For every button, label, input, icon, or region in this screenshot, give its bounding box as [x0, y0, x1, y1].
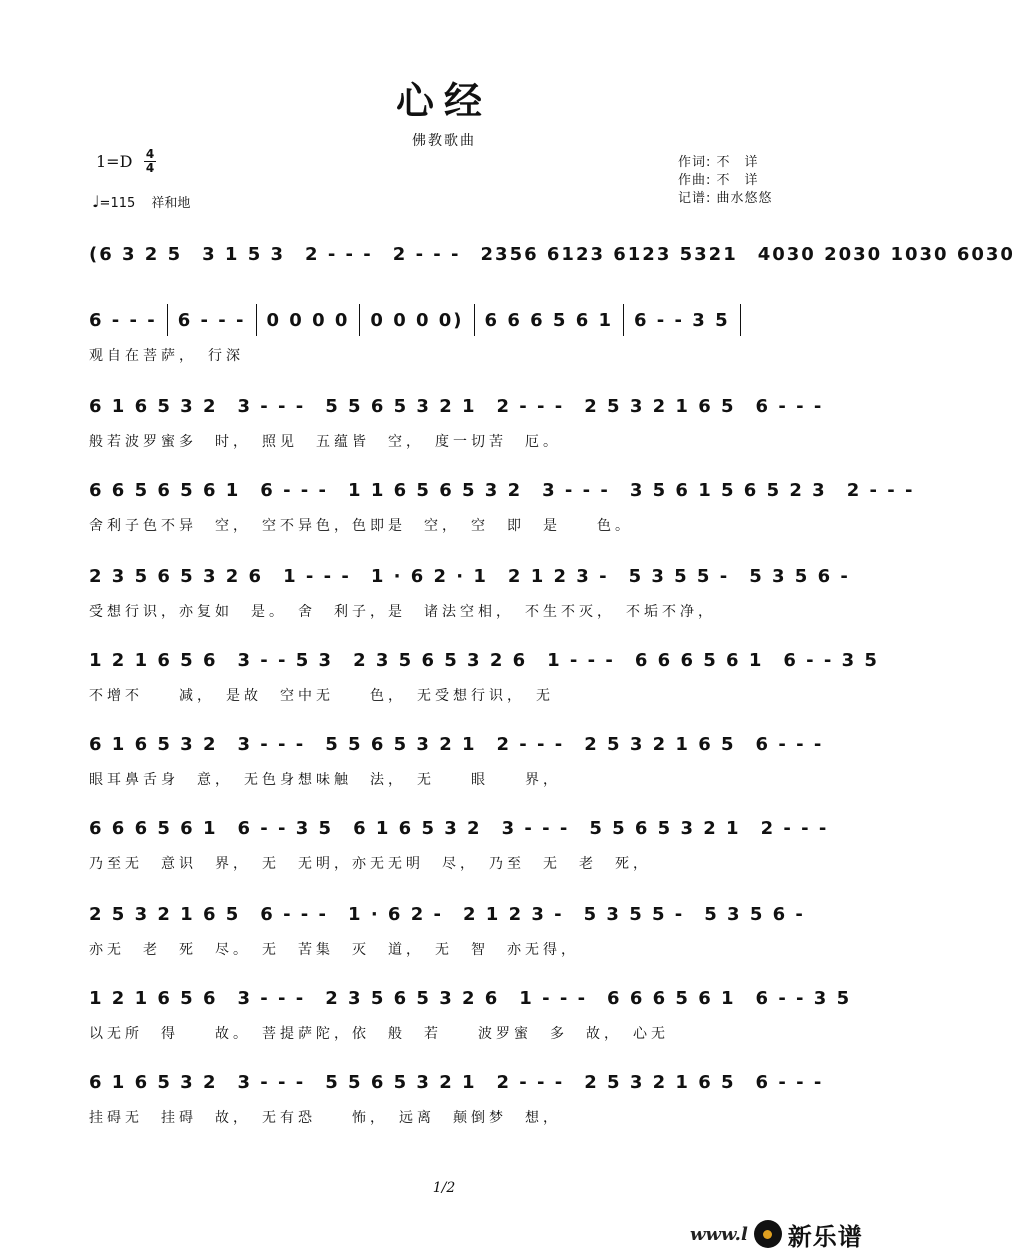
score-row	[85, 472, 915, 537]
notation-line	[85, 642, 879, 679]
measure: 6 - - 3 5	[634, 309, 730, 331]
measure: 2356 6123 6123 5321	[480, 243, 738, 265]
measure: 2 1 2 3 -	[462, 903, 564, 925]
key-signature: 1=D	[96, 152, 133, 171]
measure: 2 3 5 6 5 3 2 6	[325, 987, 500, 1009]
score-row	[85, 980, 852, 1045]
lyrics-line: 受想行识，亦复如 是。 舍 利子，是 诸法空相， 不生不灭， 不垢不净，	[89, 604, 716, 620]
measure: 6 6 6 5 6 1	[607, 987, 736, 1009]
bar-line	[256, 304, 257, 336]
record-disc-icon	[754, 1220, 782, 1248]
measure: 6 1 6 5 3 2	[89, 1071, 218, 1093]
score-row	[85, 302, 797, 367]
time-signature	[144, 148, 156, 175]
measure: 2 5 3 2 1 6 5	[584, 733, 736, 755]
measure: 2 - - -	[846, 479, 915, 501]
score-row	[85, 896, 805, 961]
measure: 6 6 6 5 6 1	[89, 817, 218, 839]
measure: 6 - - 3 5	[755, 987, 852, 1009]
notation-line	[85, 472, 915, 509]
lyrics-line: 眼耳鼻舌身 意， 无色身想味触 法， 无 眼 界，	[89, 772, 561, 788]
measure: 3 - - -	[542, 479, 610, 501]
measure: 6 - - -	[177, 309, 246, 331]
page-title: 心经	[395, 78, 492, 123]
bar-line	[740, 304, 741, 336]
bar-line	[167, 304, 168, 336]
measure: 1 · 6 2 · 1	[370, 565, 488, 587]
measure: 2 5 3 2 1 6 5	[584, 1071, 736, 1093]
measure: 6 1 6 5 3 2	[89, 395, 218, 417]
measure: 1 - - -	[519, 987, 588, 1009]
measure: 2 - - -	[305, 243, 373, 265]
measure: 5 5 6 5 3 2 1	[325, 733, 477, 755]
watermark-url: www.l	[690, 1223, 748, 1245]
score-row	[85, 726, 824, 791]
measure: 6 - - -	[260, 903, 329, 925]
measure: 3 - - -	[501, 817, 570, 839]
score-row	[85, 1064, 824, 1129]
measure: 0 0 0 0)	[370, 309, 464, 331]
measure: 6 6 5 6 5 6 1	[89, 479, 241, 501]
quarter-note-icon: ♩	[92, 192, 100, 211]
score-row	[85, 236, 1015, 301]
measure: 6 1 6 5 3 2	[353, 817, 482, 839]
measure: 5 3 5 5 -	[583, 903, 685, 925]
tempo-marking: 祥和地	[151, 196, 191, 211]
bar-line	[623, 304, 624, 336]
notation-line	[85, 726, 824, 763]
measure: 1 · 6 2 -	[348, 903, 443, 925]
measure: 2 3 5 6 5 3 2 6	[353, 649, 528, 671]
transcriber: 记谱: 曲水悠悠	[678, 191, 773, 206]
measure: 6 - - -	[260, 479, 329, 501]
score-row	[85, 388, 824, 453]
credits	[678, 154, 773, 208]
measure: 2 5 3 2 1 6 5	[89, 903, 241, 925]
lyricist: 作词: 不 详	[678, 155, 759, 170]
measure: 5 5 6 5 3 2 1	[589, 817, 741, 839]
measure: 6 - - 3 5	[783, 649, 879, 671]
watermark	[690, 1218, 863, 1250]
measure: 2 3 5 6 5 3 2 6	[89, 565, 264, 587]
measure: 6 - - -	[89, 309, 157, 331]
measure: 2 - - -	[760, 817, 829, 839]
measure: 1 - - -	[283, 565, 351, 587]
measure: 4030 2030 1030 6030	[757, 243, 1015, 265]
measure: 5 5 6 5 3 2 1	[325, 1071, 477, 1093]
time-signature-bottom: 4	[145, 161, 155, 175]
measure: 3 - - 5 3	[237, 649, 334, 671]
lyrics-line	[85, 279, 797, 301]
notation-line	[85, 980, 852, 1017]
measure: 6 - - 3 5	[237, 817, 334, 839]
score-row	[85, 558, 850, 623]
lyrics-line: 般若波罗蜜多 时， 照见 五蕴皆 空， 度一切苦 厄。	[89, 434, 561, 450]
measure: 3 5 6 1 5 6 5 2 3	[629, 479, 827, 501]
measure: 1 2 1 6 5 6	[89, 649, 218, 671]
measure: 3 - - -	[237, 1071, 306, 1093]
measure: 5 3 5 6 -	[749, 565, 850, 587]
bar-line	[359, 304, 360, 336]
measure: 2 5 3 2 1 6 5	[584, 395, 736, 417]
notation-line	[85, 236, 1015, 273]
notation-line	[85, 558, 850, 595]
score-row	[85, 810, 829, 875]
measure: 3 - - -	[237, 395, 306, 417]
notation-line	[85, 1064, 824, 1101]
measure: 6 - - -	[755, 1071, 824, 1093]
lyrics-line: 舍利子色不异 空， 空不异色，色即是 空， 空 即 是 色。	[89, 518, 633, 534]
measure: 3 1 5 3	[202, 243, 286, 265]
watermark-name: 新乐谱	[787, 1222, 863, 1251]
measure: 6 6 6 5 6 1	[634, 649, 764, 671]
bar-line	[474, 304, 475, 336]
tempo-value: =115	[99, 196, 136, 211]
measure: 6 - - -	[755, 733, 824, 755]
measure: 1 2 1 6 5 6	[89, 987, 218, 1009]
measure: 2 - - -	[496, 1071, 565, 1093]
lyrics-line: 不增不 减， 是故 空中无 色， 无受想行识， 无	[89, 688, 554, 704]
measure: 2 - - -	[496, 395, 565, 417]
lyrics-line: 亦无 老 死 尽。 无 苦集 灭 道， 无 智 亦无得，	[89, 942, 579, 958]
measure: 5 5 6 5 3 2 1	[325, 395, 477, 417]
measure: 1 - - -	[547, 649, 615, 671]
measure: 5 3 5 5 -	[628, 565, 730, 587]
lyrics-line: 挂碍无 挂碍 故， 无有恐 怖， 远离 颠倒梦 想，	[89, 1110, 561, 1126]
measure: (6 3 2 5	[89, 243, 183, 265]
composer: 作曲: 不 详	[678, 173, 759, 188]
measure: 6 - - -	[755, 395, 824, 417]
score-row	[85, 642, 879, 707]
measure: 6 6 6 5 6 1	[484, 309, 614, 331]
measure: 2 - - -	[496, 733, 565, 755]
notation-line	[85, 896, 805, 933]
notation-line	[85, 388, 824, 425]
subtitle: 佛教歌曲	[412, 133, 476, 149]
measure: 0 0 0 0	[266, 309, 350, 331]
lyrics-line: 乃至无 意识 界， 无 无明，亦无无明 尽， 乃至 无 老 死，	[89, 856, 651, 872]
page-number: 1/2	[432, 1180, 456, 1196]
measure: 6 1 6 5 3 2	[89, 733, 218, 755]
time-signature-top: 4	[145, 147, 155, 161]
notation-line	[85, 810, 829, 847]
notation-line	[85, 302, 797, 339]
measure: 5 3 5 6 -	[704, 903, 805, 925]
measure: 2 1 2 3 -	[507, 565, 609, 587]
measure: 1 1 6 5 6 5 3 2	[348, 479, 523, 501]
tempo	[92, 192, 190, 211]
lyrics-line: 以无所 得 故。 菩提萨陀，依 般 若 波罗蜜 多 故， 心无	[89, 1026, 669, 1042]
measure: 3 - - -	[237, 987, 306, 1009]
measure: 2 - - -	[392, 243, 461, 265]
lyrics-line: 观自在菩萨， 行深	[89, 348, 244, 364]
measure: 3 - - -	[237, 733, 306, 755]
